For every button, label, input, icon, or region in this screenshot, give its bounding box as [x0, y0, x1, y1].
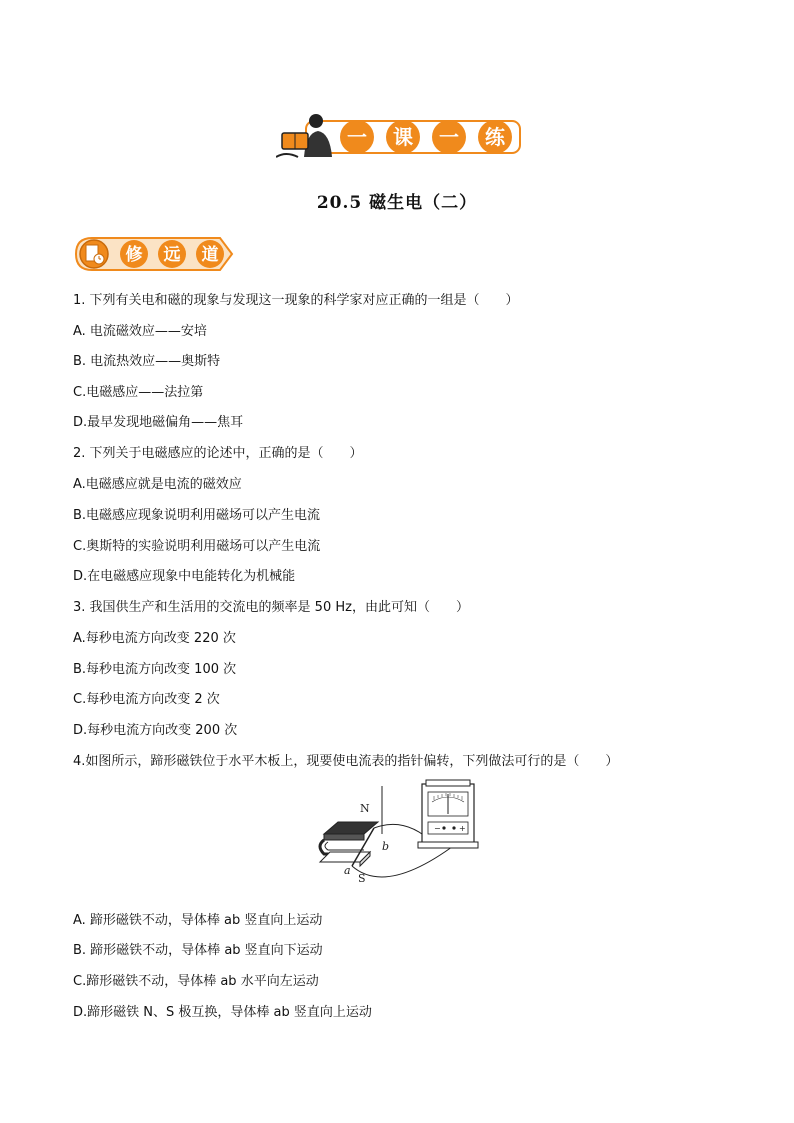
- question-4-stem: 4.如图所示，蹄形磁铁位于水平木板上，现要使电流表的指针偏转，下列做法可行的是（ ）: [73, 754, 619, 769]
- question-2-option-b: B.电磁感应现象说明利用磁场可以产生电流: [73, 508, 321, 523]
- section-badge: [72, 234, 234, 274]
- wire: [352, 844, 456, 877]
- label-n: N: [360, 802, 370, 815]
- banner-char: 课: [393, 125, 413, 149]
- question-1-stem: 1. 下列有关电和磁的现象与发现这一现象的科学家对应正确的一组是（ ）: [73, 293, 519, 308]
- question-2-option-d: D.在电磁感应现象中电能转化为机械能: [73, 569, 296, 584]
- question-4-option-a: A. 蹄形磁铁不动，导体棒 ab 竖直向上运动: [73, 913, 323, 928]
- question-2-option-a: A.电磁感应就是电流的磁效应: [73, 477, 242, 492]
- clock-book-icon: [80, 240, 108, 268]
- question-1-option-a: A. 电流磁效应——安培: [73, 324, 207, 339]
- question-3-option-b: B.每秒电流方向改变 100 次: [73, 662, 237, 677]
- question-4-option-b: B. 蹄形磁铁不动，导体棒 ab 竖直向下运动: [73, 943, 323, 958]
- label-a: a: [344, 864, 351, 877]
- question-3-option-c: C.每秒电流方向改变 2 次: [73, 692, 220, 707]
- question-2-stem: 2. 下列关于电磁感应的论述中，正确的是（ ）: [73, 446, 363, 461]
- question-1-option-d: D.最早发现地磁偏角——焦耳: [73, 415, 244, 430]
- banner-char: 练: [485, 125, 505, 149]
- label-s: S: [358, 872, 366, 885]
- question-3-stem: 3. 我国供生产和生活用的交流电的频率是 50 Hz，由此可知（ ）: [73, 600, 469, 615]
- experiment-figure: [316, 776, 488, 886]
- galvanometer-icon: [418, 780, 478, 848]
- page-title: 20.5 磁生电（二）: [316, 193, 478, 213]
- badge-char: 远: [163, 245, 181, 265]
- header-banner: [276, 111, 522, 159]
- banner-char: 一: [439, 125, 459, 149]
- badge-char: 道: [201, 245, 219, 265]
- horseshoe-magnet-icon: [320, 822, 378, 866]
- banner-char: 一: [347, 125, 367, 149]
- svg-text:+: +: [459, 824, 466, 833]
- badge-char: 修: [125, 245, 143, 265]
- svg-text:−: −: [434, 824, 441, 833]
- question-3-option-a: A.每秒电流方向改变 220 次: [73, 631, 236, 646]
- question-1-option-b: B. 电流热效应——奥斯特: [73, 354, 221, 369]
- question-3-option-d: D.每秒电流方向改变 200 次: [73, 723, 238, 738]
- label-b: b: [382, 840, 390, 853]
- question-4-option-c: C.蹄形磁铁不动，导体棒 ab 水平向左运动: [73, 974, 319, 989]
- question-4-option-d: D.蹄形磁铁 N、S 极互换，导体棒 ab 竖直向上运动: [73, 1005, 372, 1020]
- question-1-option-c: C.电磁感应——法拉第: [73, 385, 204, 400]
- question-2-option-c: C.奥斯特的实验说明利用磁场可以产生电流: [73, 539, 321, 554]
